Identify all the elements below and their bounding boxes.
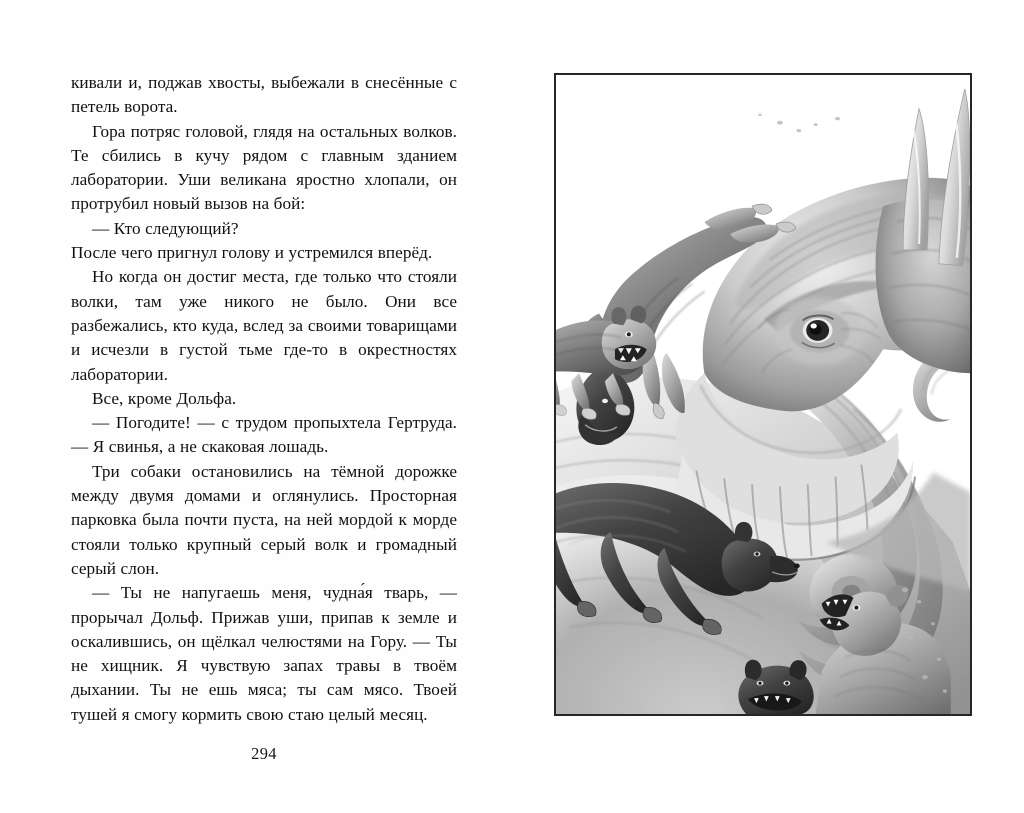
paragraph: Но когда он достиг места, где только что стояли волки, там уже никого не было. Они все разбежались, кто куда, вслед за своими товарищами и исчезли в густой тьме где-то в окрестностях лаборатории. bbox=[71, 267, 457, 384]
paragraph-dialogue: — Ты не напугаешь меня, чудна́я тварь, — прорычал Дольф. Прижав уши, припав к земле и оскалившись, он щёлкал челюстями на Гору. — Ты не хищник. Я чувствую запах травы в твоём дыхании. Ты не ешь мяса; ты сам мясо. Твоей тушей я смогу кормить свою стаю целый месяц. bbox=[71, 583, 457, 724]
illustration-artwork bbox=[556, 75, 970, 714]
paragraph-dialogue: — Погодите! — с трудом пропыхтела Гертруда. — Я свинья, а не скаковая лошадь. bbox=[71, 413, 457, 457]
page-number: 294 bbox=[251, 744, 277, 763]
body-text-column bbox=[71, 71, 457, 727]
paragraph-dialogue: — Кто следующий? bbox=[92, 218, 239, 238]
paragraph: Три собаки остановились на тёмной дорожке между двумя домами и оглянулись. Просторная парковка была почти пуста, на ней мордой к морде стояли только крупный серый волк и громадный серый слон. bbox=[71, 461, 457, 578]
paragraph: Гора потряс головой, глядя на остальных волков. Те сбились в кучу рядом с главным зданием лаборатории. Уши великана яростно хлопали, он протрубил новый вызов на бой: bbox=[71, 121, 457, 214]
paragraph: После чего пригнул голову и устремился вперёд. bbox=[71, 243, 433, 263]
paragraph: Все, кроме Дольфа. bbox=[92, 388, 237, 408]
paragraph: кивали и, поджав хвосты, выбежали в снесённые с петель ворота. bbox=[71, 73, 457, 117]
illustration-plate bbox=[554, 73, 972, 716]
